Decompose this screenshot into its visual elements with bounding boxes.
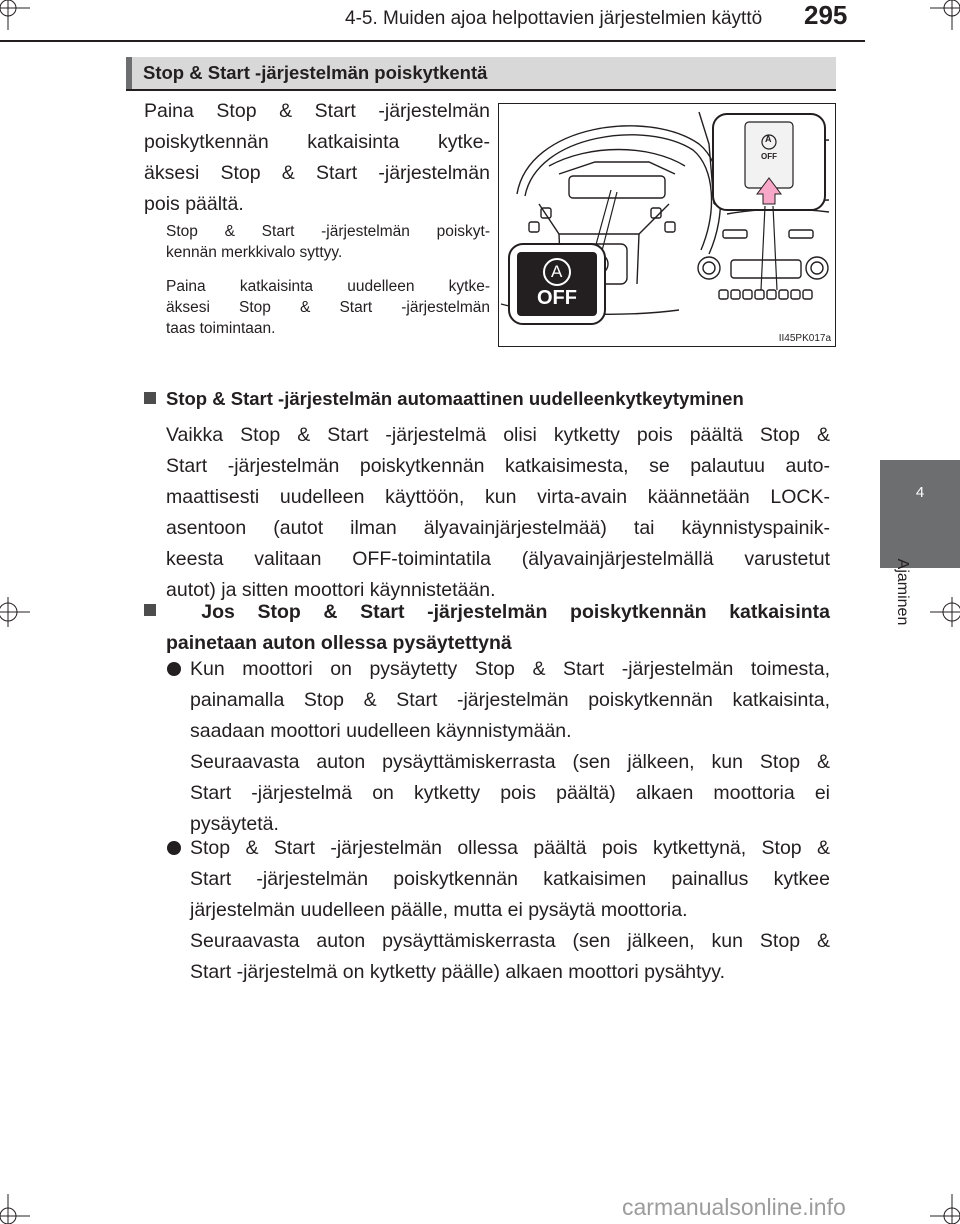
para-line: maattisesti uudelleen käyttöön, kun virta-avain käännetään LOCK- (166, 486, 830, 508)
para-line: autot) ja sitten moottori käynnistetään. (166, 579, 496, 601)
note-line: Stop & Start -järjestelmän poiskyt- (166, 223, 490, 240)
crop-mark-bottom-right (930, 1194, 960, 1224)
header-rule (0, 40, 865, 42)
crop-mark-mid-right (930, 597, 960, 627)
chapter-side-label-text: Ajaminen (894, 558, 911, 626)
crop-mark-bottom-left (0, 1194, 30, 1224)
para-line: asentoon (autot ilman älyavainjärjestelmää) tai käynnistyspainik- (166, 517, 830, 539)
crop-mark-mid-left (0, 597, 30, 627)
crop-mark-top-right (930, 0, 960, 30)
bullet-item (190, 833, 830, 988)
para-line: Vaikka Stop & Start -järjestelmä olisi kytketty pois päältä Stop & (166, 424, 830, 446)
indicator-note (166, 221, 490, 263)
para-line: keesta valitaan OFF-toimintatila (älyavainjärjestelmällä varustetut (166, 548, 830, 570)
bullet-line: Stop & Start -järjestelmän ollessa päältä pois kytkettynä, Stop & (190, 837, 830, 859)
chapter-tab-number: 4 (915, 484, 925, 501)
chapter-title: 4-5. Muiden ajoa helpottavien järjestelmien käyttö (345, 8, 763, 29)
watermark: carmanualsonline.info (622, 1194, 846, 1220)
note-line: Paina katkaisinta uudelleen kytke- (166, 278, 490, 295)
square-bullet-icon (144, 604, 156, 616)
section-title: Stop & Start -järjestelmän poiskytkentä (143, 62, 488, 83)
auto-restore-title: Stop & Start -järjestelmän automaattinen uudelleenkytkeytyminen (166, 388, 744, 409)
auto-restore-heading (144, 388, 744, 410)
note-line: taas toimintaan. (166, 320, 276, 337)
stopped-case-heading (144, 597, 830, 659)
page-number: 295 (804, 0, 848, 30)
chapter-side-label (882, 549, 922, 635)
bullet-followup-line: Seuraavasta auton pysäyttämiskerrasta (sen jälkeen, kun Stop & (190, 930, 830, 952)
dashboard-illustration (498, 103, 836, 347)
reenable-note (166, 276, 490, 339)
auto-restore-paragraph (166, 420, 830, 606)
indicator-icon-label: OFF (537, 287, 577, 309)
bullet-followup-line: Start -järjestelmä on kytketty pois päältä) alkaen moottoria ei (190, 782, 830, 804)
bullet-item (190, 654, 830, 840)
bullet-icon (167, 662, 181, 676)
switch-icon-letter: A (765, 134, 772, 144)
intro-line: poiskytkennän katkaisinta kytke- (144, 131, 490, 153)
intro-line: pois päältä. (144, 193, 244, 215)
heading-line: painetaan auton ollessa pysäytettynä (166, 632, 512, 654)
square-bullet-icon (144, 392, 156, 404)
bullet-line: järjestelmän uudelleen päälle, mutta ei pysäytä moottoria. (190, 899, 688, 921)
intro-line: äksesi Stop & Start -järjestelmän (144, 162, 490, 184)
bullet-followup-line: Start -järjestelmä on kytketty päälle) alkaen moottori pysähtyy. (190, 961, 726, 983)
bullet-line: Start -järjestelmän poiskytkennän katkaisimen painallus kytkee (190, 868, 830, 890)
bullet-line: painamalla Stop & Start -järjestelmän poiskytkennän katkaisinta, (190, 689, 830, 711)
section-header (126, 57, 836, 91)
crop-mark-top-left (0, 0, 30, 30)
switch-icon-label: OFF (761, 152, 777, 161)
bullet-icon (167, 841, 181, 855)
intro-paragraph (144, 96, 490, 220)
heading-line (144, 597, 830, 628)
bullet-followup-line: Seuraavasta auton pysäyttämiskerrasta (sen jälkeen, kun Stop & (190, 751, 830, 773)
note-line: äksesi Stop & Start -järjestelmän (166, 299, 490, 316)
bullet-line: saadaan moottori uudelleen käynnistymään. (190, 720, 572, 742)
bullet-line: Kun moottori on pysäytetty Stop & Start -järjestelmän toimesta, (190, 658, 830, 680)
bullet-followup-line: pysäytetä. (190, 813, 279, 835)
heading-line-text: Jos Stop & Start -järjestelmän poiskytkennän katkaisinta (201, 601, 830, 623)
section-header-bar (126, 57, 132, 89)
intro-line: Paina Stop & Start -järjestelmän (144, 100, 490, 122)
indicator-icon-letter: A (551, 262, 563, 281)
note-line: kennän merkkivalo syttyy. (166, 244, 343, 261)
para-line: Start -järjestelmän poiskytkennän katkaisimesta, se palautuu auto- (166, 455, 830, 477)
figure-code: II45PK017a (778, 333, 831, 344)
